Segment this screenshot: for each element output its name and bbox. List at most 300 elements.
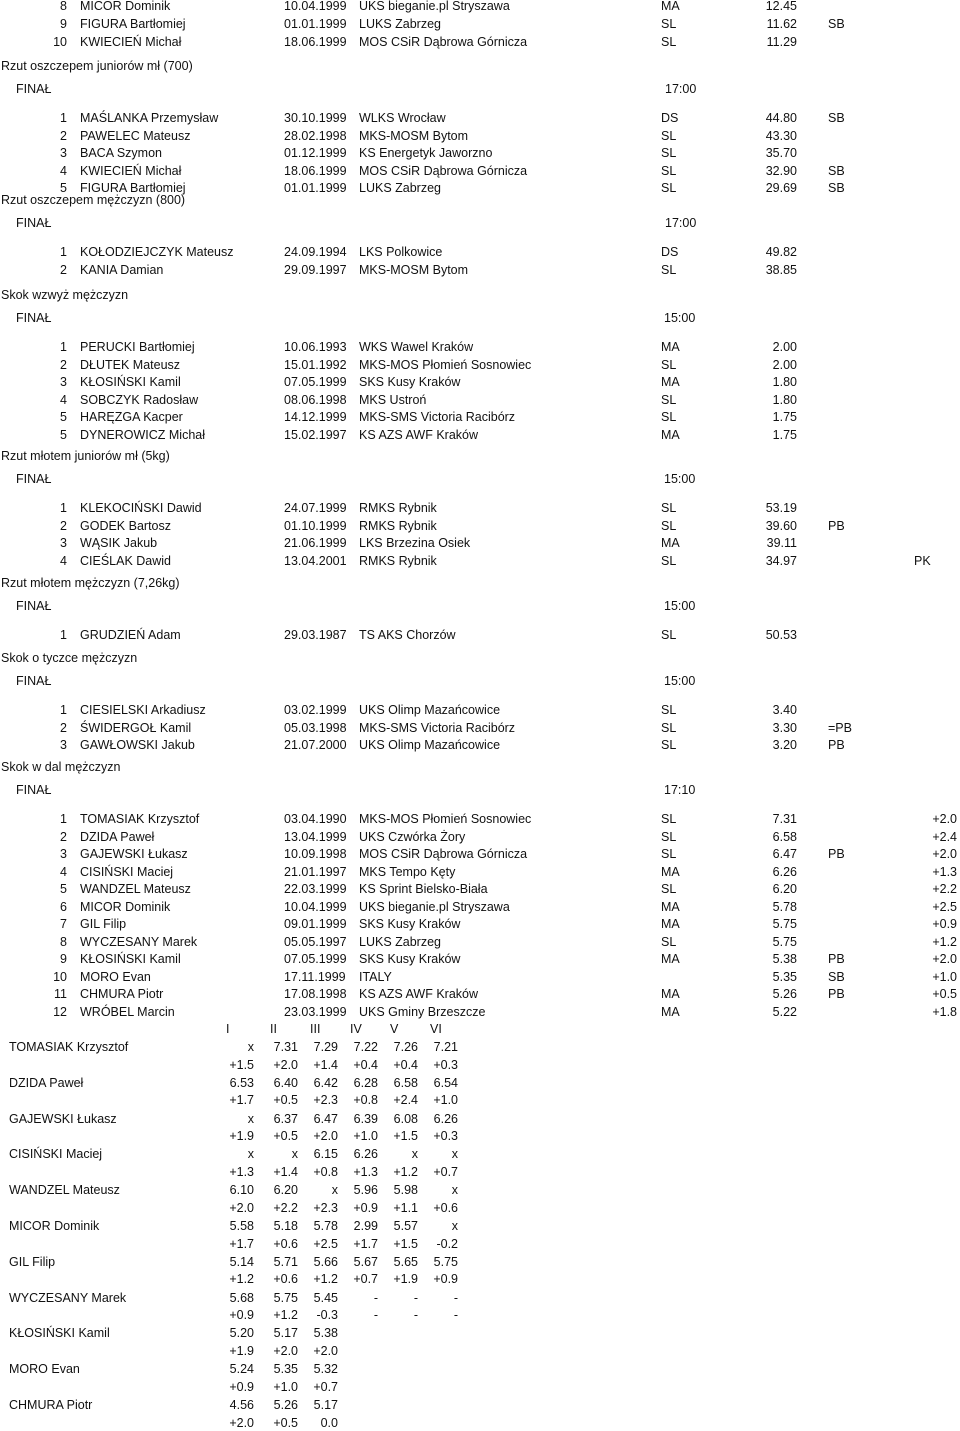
attempt-mark: 5.68: [229, 1290, 254, 1305]
club-name: KS Energetyk Jaworzno: [359, 146, 493, 160]
row-place: 6: [60, 899, 67, 914]
section-title: Rzut młotem mężczyzn (7,26kg): [1, 576, 180, 590]
athlete-name: GODEK Bartosz: [80, 518, 171, 533]
result-value: 11.62: [766, 17, 797, 31]
attempt-mark: 6.08: [393, 1111, 418, 1126]
club-name: MKS-MOSM Bytom: [359, 128, 469, 143]
attempt-mark: 6.54: [433, 1075, 458, 1090]
club-name: SKS Kusy Kraków: [359, 952, 461, 966]
attempt-wind: +0.9: [229, 1308, 254, 1323]
attempt-wind: +0.4: [353, 1057, 378, 1072]
row-place: 5: [60, 427, 67, 442]
row-place: 5: [60, 882, 67, 896]
attempts-athlete-name: GIL Filip: [9, 1254, 56, 1269]
row-place: 8: [60, 934, 67, 949]
final-label: FINAŁ: [16, 472, 52, 486]
birth-date: 28.02.1998: [284, 128, 347, 143]
attempt-wind: +0.3: [433, 1129, 458, 1144]
region-code: SL: [661, 262, 677, 277]
birth-date: 18.06.1999: [284, 35, 347, 49]
club-name: KS AZS AWF Kraków: [359, 987, 479, 1001]
final-label: FINAŁ: [16, 599, 52, 613]
attempt-wind: +1.3: [353, 1164, 378, 1179]
club-name: UKS Czwórka Żory: [359, 829, 466, 844]
region-code: MA: [661, 899, 680, 914]
attempt-mark: 6.26: [433, 1111, 458, 1126]
wind-value: +0.5: [932, 987, 957, 1001]
attempt-mark: 5.26: [273, 1398, 298, 1412]
region-code: SL: [661, 181, 677, 195]
attempt-wind: +1.9: [229, 1129, 254, 1144]
region-code: SL: [661, 847, 677, 861]
athlete-name: PERUCKI Bartłomiej: [80, 340, 195, 354]
birth-date: 17.08.1998: [284, 987, 347, 1001]
attempt-wind: +1.2: [229, 1272, 254, 1287]
attempt-wind: +2.4: [393, 1093, 418, 1108]
birth-date: 01.01.1999: [284, 181, 347, 195]
attempt-mark: 5.96: [353, 1183, 378, 1198]
attempt-wind: +1.2: [313, 1272, 338, 1287]
attempt-mark: 5.17: [313, 1398, 338, 1412]
region-code: SL: [661, 163, 677, 178]
result-value: 5.35: [772, 969, 797, 984]
attempt-mark: 6.10: [229, 1183, 254, 1198]
club-name: SKS Kusy Kraków: [359, 917, 461, 931]
club-name: UKS Gminy Brzeszcze: [359, 1004, 486, 1019]
birth-date: 13.04.2001: [284, 553, 347, 568]
club-name: LKS Brzezina Osiek: [359, 536, 471, 550]
region-code: SL: [661, 553, 677, 568]
region-code: SL: [661, 146, 677, 160]
result-value: 49.82: [765, 245, 797, 259]
club-name: KS Sprint Bielsko-Biała: [359, 882, 488, 896]
athlete-name: CIESIELSKI Arkadiusz: [80, 703, 206, 717]
result-value: 11.29: [766, 35, 797, 49]
club-name: UKS Olimp Mazańcowice: [359, 703, 501, 717]
club-name: SKS Kusy Kraków: [359, 375, 461, 389]
result-value: 5.78: [772, 899, 797, 914]
region-code: SL: [661, 501, 677, 515]
attempt-wind: +1.7: [353, 1236, 378, 1251]
row-place: 1: [60, 628, 67, 642]
row-place: 5: [60, 410, 67, 424]
athlete-name: WRÓBEL Marcin: [80, 1004, 175, 1019]
row-place: 12: [53, 1004, 67, 1019]
club-name: LKS Polkowice: [359, 245, 443, 259]
row-place: 5: [60, 181, 67, 195]
club-name: WKS Wawel Kraków: [359, 340, 474, 354]
region-code: MA: [661, 1004, 680, 1019]
attempt-wind: +0.6: [433, 1200, 458, 1215]
row-place: 3: [60, 738, 67, 752]
athlete-name: MORO Evan: [80, 969, 151, 984]
club-name: MKS-MOSM Bytom: [359, 262, 469, 277]
region-code: MA: [661, 917, 680, 931]
attempt-header: V: [390, 1022, 399, 1036]
birth-date: 30.10.1999: [284, 111, 347, 125]
attempt-mark: 5.45: [313, 1290, 338, 1305]
attempt-wind: +1.9: [393, 1272, 418, 1287]
athlete-name: DYNEROWICZ Michał: [80, 427, 206, 442]
wind-value: +1.3: [932, 864, 957, 879]
result-value: 1.80: [772, 375, 797, 389]
attempt-wind: +1.2: [393, 1164, 418, 1179]
row-place: 1: [60, 703, 67, 717]
row-place: 8: [60, 0, 67, 13]
club-name: MKS-SMS Victoria Racibórz: [359, 720, 516, 735]
region-code: SL: [661, 518, 677, 533]
event-time: 15:00: [664, 599, 696, 613]
birth-date: 22.03.1999: [284, 882, 347, 896]
club-name: MKS Ustroń: [359, 392, 427, 407]
attempt-mark: 4.56: [229, 1398, 254, 1412]
wind-value: +1.0: [932, 969, 957, 984]
row-place: 3: [60, 146, 67, 160]
attempt-mark: 5.75: [433, 1254, 458, 1269]
athlete-name: CIEŚLAK Dawid: [80, 553, 172, 568]
attempt-mark: 5.67: [353, 1254, 378, 1269]
attempts-athlete-name: GAJEWSKI Łukasz: [9, 1111, 117, 1126]
record-note: SB: [828, 181, 845, 195]
birth-date: 10.09.1998: [284, 847, 347, 861]
birth-date: 21.07.2000: [284, 738, 347, 752]
attempt-wind: +2.0: [313, 1343, 338, 1358]
region-code: DS: [661, 245, 679, 259]
attempt-mark: x: [451, 1183, 458, 1198]
attempt-mark: 5.17: [273, 1326, 298, 1341]
attempts-athlete-name: KŁOSIŃSKI Kamil: [9, 1326, 110, 1341]
birth-date: 18.06.1999: [284, 163, 347, 178]
result-value: 35.70: [765, 146, 797, 160]
athlete-name: WĄSIK Jakub: [80, 536, 158, 550]
result-value: 5.75: [772, 934, 797, 949]
athlete-name: GAJEWSKI Łukasz: [80, 847, 188, 861]
athlete-name: PAWELEC Mateusz: [80, 128, 191, 143]
attempt-header: IV: [350, 1022, 362, 1036]
attempt-wind: +1.2: [273, 1308, 298, 1323]
record-note: SB: [828, 163, 845, 178]
final-label: FINAŁ: [16, 82, 52, 96]
row-place: 2: [60, 262, 67, 277]
club-name: LUKS Zabrzeg: [359, 181, 441, 195]
result-value: 6.26: [772, 864, 797, 879]
attempt-wind: +2.0: [229, 1415, 254, 1430]
row-place: 3: [60, 847, 67, 861]
birth-date: 15.02.1997: [284, 427, 347, 442]
result-value: 5.75: [772, 917, 797, 931]
athlete-name: CHMURA Piotr: [80, 987, 164, 1001]
result-value: 29.69: [765, 181, 797, 195]
club-name: MOS CSiR Dąbrowa Górnicza: [359, 35, 528, 49]
attempt-wind: +2.0: [273, 1343, 298, 1358]
row-place: 9: [60, 17, 67, 31]
athlete-name: HARĘZGA Kacper: [80, 410, 183, 424]
result-value: 5.38: [772, 952, 797, 966]
attempt-wind: +1.0: [353, 1129, 378, 1144]
region-code: SL: [661, 882, 677, 896]
result-value: 39.60: [765, 518, 797, 533]
row-place: 4: [60, 864, 67, 879]
athlete-name: MICOR Dominik: [80, 0, 171, 13]
athlete-name: MICOR Dominik: [80, 899, 171, 914]
section-title: Skok w dal mężczyzn: [1, 760, 121, 774]
attempt-mark: 5.58: [229, 1219, 254, 1233]
athlete-name: MAŚLANKA Przemysław: [80, 111, 219, 125]
athlete-name: FIGURA Bartłomiej: [80, 181, 186, 195]
attempt-wind: +0.6: [273, 1272, 298, 1287]
club-name: RMKS Rybnik: [359, 501, 437, 515]
attempt-mark: 6.58: [393, 1075, 418, 1090]
athlete-name: KŁOSIŃSKI Kamil: [80, 952, 181, 966]
wind-value: +2.2: [932, 882, 957, 896]
attempt-mark: 5.98: [393, 1183, 418, 1198]
result-value: 1.75: [772, 410, 797, 424]
event-time: 15:00: [664, 472, 696, 486]
attempt-wind: +2.5: [313, 1236, 338, 1251]
attempt-mark: 5.24: [229, 1362, 254, 1377]
attempt-mark: 5.71: [273, 1254, 298, 1269]
attempt-wind: +2.0: [313, 1129, 338, 1144]
result-value: 39.11: [766, 536, 797, 550]
record-note: PB: [828, 952, 845, 966]
result-value: 43.30: [765, 128, 797, 143]
athlete-name: BACA Szymon: [80, 146, 162, 160]
attempt-wind: +2.0: [273, 1057, 298, 1072]
attempt-mark: 6.53: [229, 1075, 254, 1090]
birth-date: 10.04.1999: [284, 899, 347, 914]
attempt-mark: 6.26: [353, 1147, 378, 1162]
athlete-name: GAWŁOWSKI Jakub: [80, 738, 195, 752]
region-code: SL: [661, 703, 677, 717]
section-title: Rzut oszczepem juniorów mł (700): [1, 59, 193, 73]
birth-date: 23.03.1999: [284, 1004, 347, 1019]
result-value: 34.97: [765, 553, 797, 568]
attempt-wind: +0.9: [353, 1200, 378, 1215]
athlete-name: KLEKOCIŃSKI Dawid: [80, 501, 202, 515]
section-title: Skok o tyczce mężczyzn: [1, 651, 138, 665]
birth-date: 09.01.1999: [284, 917, 347, 931]
result-value: 1.80: [772, 392, 797, 407]
attempts-athlete-name: WANDZEL Mateusz: [9, 1183, 120, 1198]
club-name: ITALY: [359, 969, 392, 984]
attempt-header: III: [310, 1022, 321, 1036]
result-value: 2.00: [772, 357, 797, 372]
birth-date: 07.05.1999: [284, 375, 347, 389]
attempt-wind: -: [453, 1308, 458, 1323]
attempt-wind: +0.6: [273, 1236, 298, 1251]
birth-date: 07.05.1999: [284, 952, 347, 966]
region-code: SL: [661, 357, 677, 372]
athlete-name: KŁOSIŃSKI Kamil: [80, 375, 181, 389]
birth-date: 01.12.1999: [284, 146, 347, 160]
row-place: 9: [60, 952, 67, 966]
birth-date: 21.06.1999: [284, 536, 347, 550]
final-label: FINAŁ: [16, 674, 52, 688]
region-code: DS: [661, 111, 679, 125]
attempt-wind: +0.9: [229, 1379, 254, 1394]
final-label: FINAŁ: [16, 783, 52, 797]
final-label: FINAŁ: [16, 311, 52, 325]
club-name: UKS bieganie.pl Stryszawa: [359, 0, 510, 13]
record-note: PB: [828, 847, 845, 861]
birth-date: 03.04.1990: [284, 812, 347, 826]
attempts-athlete-name: MORO Evan: [9, 1362, 80, 1377]
athlete-name: WYCZESANY Marek: [80, 934, 198, 949]
final-label: FINAŁ: [16, 216, 52, 230]
club-name: TS AKS Chorzów: [359, 628, 456, 642]
birth-date: 24.07.1999: [284, 501, 347, 515]
region-code: MA: [661, 952, 680, 966]
birth-date: 29.09.1997: [284, 262, 347, 277]
athlete-name: FIGURA Bartłomiej: [80, 17, 186, 31]
event-time: 15:00: [664, 311, 696, 325]
attempt-mark: x: [331, 1183, 338, 1198]
result-value: 44.80: [765, 111, 797, 125]
attempt-wind: -: [373, 1308, 378, 1323]
birth-date: 14.12.1999: [284, 410, 347, 424]
attempt-mark: 5.38: [313, 1326, 338, 1341]
result-value: 50.53: [765, 628, 797, 642]
result-value: 38.85: [765, 262, 797, 277]
club-name: MOS CSiR Dąbrowa Górnicza: [359, 163, 528, 178]
attempt-wind: +0.3: [433, 1057, 458, 1072]
attempt-wind: +1.4: [313, 1057, 338, 1072]
section-title: Rzut młotem juniorów mł (5kg): [1, 449, 170, 463]
attempt-wind: +1.5: [393, 1129, 418, 1144]
attempts-athlete-name: TOMASIAK Krzysztof: [9, 1040, 129, 1054]
region-code: MA: [661, 340, 680, 354]
region-code: MA: [661, 0, 680, 13]
attempt-mark: x: [247, 1147, 254, 1162]
attempt-mark: 6.40: [273, 1075, 298, 1090]
attempt-header: I: [226, 1022, 230, 1036]
record-note: PB: [828, 738, 845, 752]
birth-date: 05.03.1998: [284, 720, 347, 735]
attempt-wind: +2.2: [273, 1200, 298, 1215]
region-code: SL: [661, 720, 677, 735]
region-code: SL: [661, 35, 677, 49]
attempt-wind: +0.4: [393, 1057, 418, 1072]
club-name: UKS bieganie.pl Stryszawa: [359, 899, 510, 914]
club-name: MKS-SMS Victoria Racibórz: [359, 410, 516, 424]
row-place: 11: [54, 987, 67, 1001]
birth-date: 03.02.1999: [284, 703, 347, 717]
athlete-name: WANDZEL Mateusz: [80, 882, 191, 896]
region-code: SL: [661, 934, 677, 949]
athlete-name: ŚWIDERGOŁ Kamil: [80, 720, 192, 735]
result-value: 2.00: [772, 340, 797, 354]
region-code: SL: [661, 812, 677, 826]
attempt-mark: 5.75: [273, 1290, 298, 1305]
attempt-mark: 5.18: [273, 1219, 298, 1233]
region-code: SL: [661, 829, 677, 844]
attempt-wind: +2.3: [313, 1093, 338, 1108]
result-value: 7.31: [772, 812, 797, 826]
wind-value: +2.0: [932, 952, 957, 966]
attempt-wind: +0.8: [353, 1093, 378, 1108]
attempt-mark: -: [373, 1290, 378, 1305]
athlete-name: DŁUTEK Mateusz: [80, 357, 181, 372]
region-code: MA: [661, 375, 680, 389]
event-time: 15:00: [664, 674, 696, 688]
attempt-mark: 5.65: [393, 1254, 418, 1269]
attempt-mark: 5.35: [273, 1362, 298, 1377]
attempt-wind: +1.7: [229, 1236, 254, 1251]
athlete-name: KWIECIEŃ Michał: [80, 35, 182, 49]
club-name: KS AZS AWF Kraków: [359, 427, 479, 442]
result-value: 3.40: [772, 703, 797, 717]
club-name: WLKS Wrocław: [359, 111, 446, 125]
region-code: MA: [661, 987, 680, 1001]
record-note: SB: [828, 17, 845, 31]
attempt-wind: -0.2: [436, 1236, 458, 1251]
attempt-wind: +1.0: [273, 1379, 298, 1394]
region-code: SL: [661, 128, 677, 143]
attempt-wind: +1.5: [229, 1057, 254, 1072]
record-note: PB: [828, 518, 845, 533]
club-name: LUKS Zabrzeg: [359, 17, 441, 31]
birth-date: 05.05.1997: [284, 934, 347, 949]
attempt-wind: +2.0: [229, 1200, 254, 1215]
row-place: 2: [60, 829, 67, 844]
attempt-wind: -0.3: [316, 1308, 338, 1323]
attempt-mark: x: [247, 1111, 254, 1126]
attempt-header: VI: [430, 1022, 442, 1036]
attempts-athlete-name: MICOR Dominik: [9, 1219, 100, 1233]
result-value: 3.30: [772, 720, 797, 735]
region-code: SL: [661, 738, 677, 752]
attempt-mark: x: [451, 1219, 458, 1233]
attempt-mark: 6.42: [313, 1075, 338, 1090]
attempt-mark: 6.39: [353, 1111, 378, 1126]
row-place: 10: [53, 969, 67, 984]
attempt-wind: +0.5: [273, 1093, 298, 1108]
athlete-name: KOŁODZIEJCZYK Mateusz: [80, 245, 234, 259]
birth-date: 21.01.1997: [284, 864, 347, 879]
row-place: 3: [60, 375, 67, 389]
birth-date: 01.10.1999: [284, 518, 347, 533]
birth-date: 10.06.1993: [284, 340, 347, 354]
wind-value: +2.4: [932, 829, 957, 844]
row-place: 1: [60, 111, 67, 125]
result-value: 6.47: [772, 847, 797, 861]
attempt-mark: x: [411, 1147, 418, 1162]
attempt-mark: 6.20: [273, 1183, 298, 1198]
result-value: 5.22: [772, 1004, 797, 1019]
attempt-mark: 5.66: [313, 1254, 338, 1269]
attempt-wind: +0.5: [273, 1415, 298, 1430]
club-name: MKS-MOS Płomień Sosnowiec: [359, 812, 532, 826]
row-place: 4: [60, 553, 67, 568]
row-place: 4: [60, 392, 67, 407]
row-place: 3: [60, 536, 67, 550]
wind-value: +2.5: [932, 899, 957, 914]
birth-date: 13.04.1999: [284, 829, 347, 844]
region-code: MA: [661, 536, 680, 550]
attempt-header: II: [270, 1022, 277, 1036]
attempt-mark: 7.21: [433, 1040, 458, 1054]
region-code: MA: [661, 864, 680, 879]
club-name: RMKS Rybnik: [359, 518, 437, 533]
attempt-mark: 5.20: [229, 1326, 254, 1341]
club-name: UKS Olimp Mazańcowice: [359, 738, 501, 752]
attempt-mark: 5.78: [313, 1219, 338, 1233]
record-note: =PB: [828, 720, 852, 735]
result-value: 6.20: [772, 882, 797, 896]
club-name: LUKS Zabrzeg: [359, 934, 441, 949]
attempt-mark: 6.28: [353, 1075, 378, 1090]
attempt-mark: 5.14: [229, 1254, 254, 1269]
